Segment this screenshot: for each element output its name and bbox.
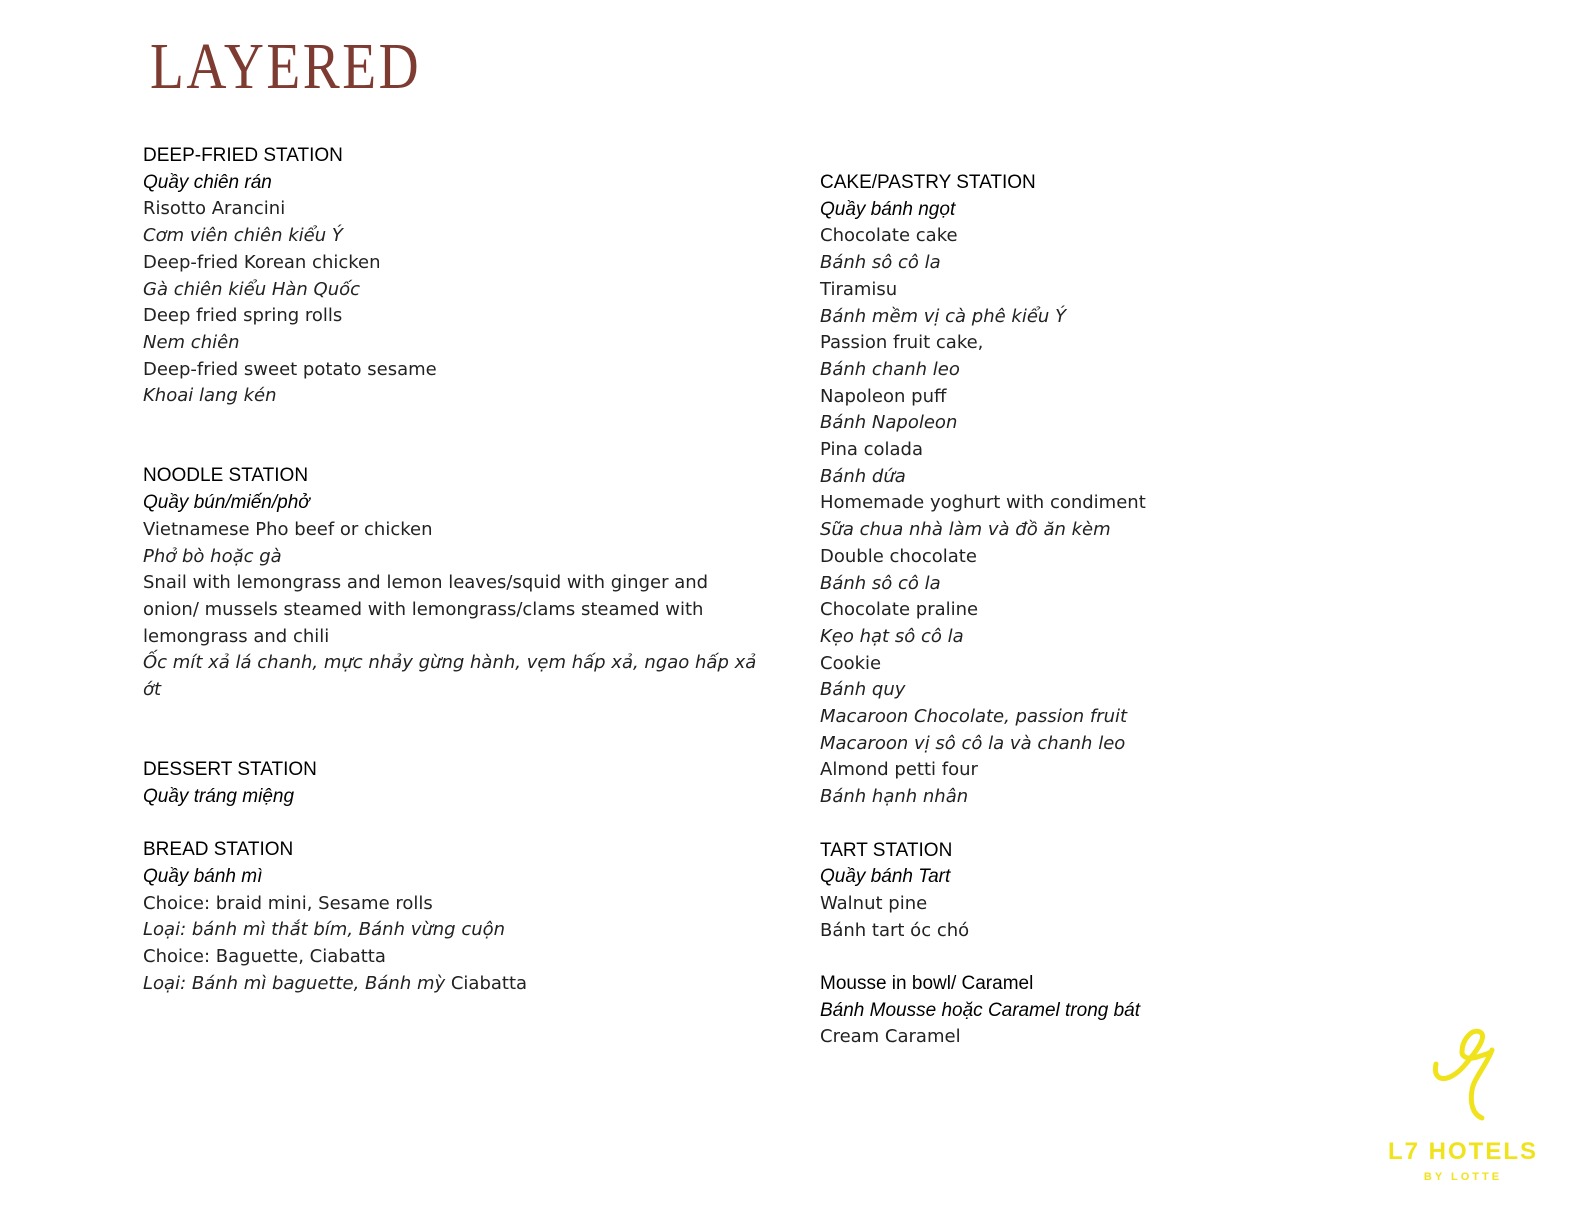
menu-section <box>143 463 763 703</box>
section-title: BREAD STATION <box>143 839 294 861</box>
section-subtitle: Quầy tráng miệng <box>143 785 295 807</box>
menu-item-vietnamese: Bánh chanh leo <box>820 358 960 380</box>
menu-item-vietnamese: Loại: bánh mì thắt bím, Bánh vừng cuộn <box>143 919 506 941</box>
l7-monogram-icon <box>1428 1026 1498 1126</box>
menu-item-english: Risotto Arancini <box>143 198 286 220</box>
section-title: NOODLE STATION <box>143 465 309 487</box>
menu-item-vietnamese: Sữa chua nhà làm và đồ ăn kèm <box>820 519 1111 541</box>
menu-item-vietnamese: Phở bò hoặc gà <box>143 545 282 567</box>
section-subtitle: Quầy bánh mì <box>143 865 263 887</box>
menu-item-english: Snail with lemongrass and lemon leaves/squid with ginger and onion/ mussels steamed with lemongrass/clams steamed with lemongrass and chili <box>143 572 709 647</box>
menu-item-vietnamese: Macaroon Chocolate, passion fruit <box>820 706 1128 728</box>
menu-item-vietnamese: Bánh sô cô la <box>820 572 941 594</box>
section-subtitle: Quầy bún/miến/phở <box>143 492 310 514</box>
section-title: Mousse in bowl/ Caramel <box>820 973 1034 995</box>
menu-item-english: Walnut pine <box>820 892 928 914</box>
menu-item-vietnamese: Nem chiên <box>143 331 240 353</box>
menu-item-english: Chocolate cake <box>820 225 958 247</box>
menu-item-english: Double chocolate <box>820 545 977 567</box>
menu-item-vietnamese: Khoai lang kén <box>143 385 277 407</box>
menu-item-english: Deep-fried sweet potato sesame <box>143 358 437 380</box>
section-subtitle: Quầy bánh ngọt <box>820 198 956 220</box>
section-title: CAKE/PASTRY STATION <box>820 172 1036 193</box>
section-subtitle: Quầy chiên rán <box>143 171 272 193</box>
menu-item-vietnamese: Gà chiên kiểu Hàn Quốc <box>143 278 361 300</box>
menu-item-vietnamese: Bánh dứa <box>820 465 906 487</box>
layered-logo: LAYERED <box>150 30 422 103</box>
menu-item-english: Deep-fried Korean chicken <box>143 251 381 273</box>
menu-item-english: Deep fried spring rolls <box>143 305 343 327</box>
menu-item-english: Napoleon puff <box>820 385 947 407</box>
menu-item-english: Bánh tart óc chó <box>820 919 970 941</box>
menu-item-english: Vietnamese Pho beef or chicken <box>143 518 433 540</box>
menu-item-english: Cookie <box>820 652 882 674</box>
menu-item-vietnamese: Bánh mềm vị cà phê kiểu Ý <box>820 305 1067 327</box>
menu-item-upright-part: Ciabatta <box>445 972 528 994</box>
menu-item-vietnamese: Bánh hạnh nhân <box>820 786 969 808</box>
menu-item-english: Almond petti four <box>820 759 978 781</box>
menu-item-vietnamese: Bánh sô cô la <box>820 252 941 274</box>
menu-item-english: Chocolate praline <box>820 599 979 621</box>
menu-section <box>820 170 1440 811</box>
brand-name: L7 HOTELS <box>1388 1138 1539 1165</box>
menu-section <box>820 971 1440 1051</box>
section-subtitle: Bánh Mousse hoặc Caramel trong bát <box>820 999 1141 1021</box>
right-menu-column <box>820 170 1440 1078</box>
menu-item-vietnamese: Cơm viên chiên kiểu Ý <box>143 225 343 247</box>
menu-section <box>820 838 1440 945</box>
menu-section <box>143 143 763 410</box>
menu-item-vietnamese: Ốc mít xả lá chanh, mực nhảy gừng hành, vẹm hấp xả, ngao hấp xả ớt <box>143 652 757 701</box>
menu-item-vietnamese-part: Loại: Bánh mì baguette, Bánh mỳ <box>143 972 446 994</box>
menu-section <box>143 837 763 997</box>
section-subtitle: Quầy bánh Tart <box>820 866 951 888</box>
menu-item-english: Choice: Baguette, Ciabatta <box>143 946 386 968</box>
section-title: TART STATION <box>820 839 953 861</box>
brand-tagline: BY LOTTE <box>1423 1171 1503 1183</box>
menu-item-english: Choice: braid mini, Sesame rolls <box>143 892 433 914</box>
menu-item-english: Passion fruit cake, <box>820 332 984 354</box>
menu-item-english: Cream Caramel <box>820 1026 961 1048</box>
menu-item-english: Tiramisu <box>820 278 898 300</box>
menu-item-vietnamese: Bánh Napoleon <box>820 412 958 434</box>
menu-item-english: Pina colada <box>820 439 924 461</box>
section-title: DESSERT STATION <box>143 759 317 781</box>
menu-item-vietnamese: Kẹo hạt sô cô la <box>820 625 964 647</box>
section-title: DEEP-FRIED STATION <box>143 145 343 166</box>
menu-item-vietnamese <box>143 971 763 998</box>
left-menu-column <box>143 143 763 1024</box>
l7-hotels-brand <box>1388 1026 1548 1191</box>
menu-item-english: Homemade yoghurt with condiment <box>820 492 1146 514</box>
menu-item-vietnamese: Bánh quy <box>820 679 906 701</box>
menu-item-vietnamese: Macaroon vị sô cô la và chanh leo <box>820 732 1126 754</box>
menu-section <box>143 757 763 810</box>
